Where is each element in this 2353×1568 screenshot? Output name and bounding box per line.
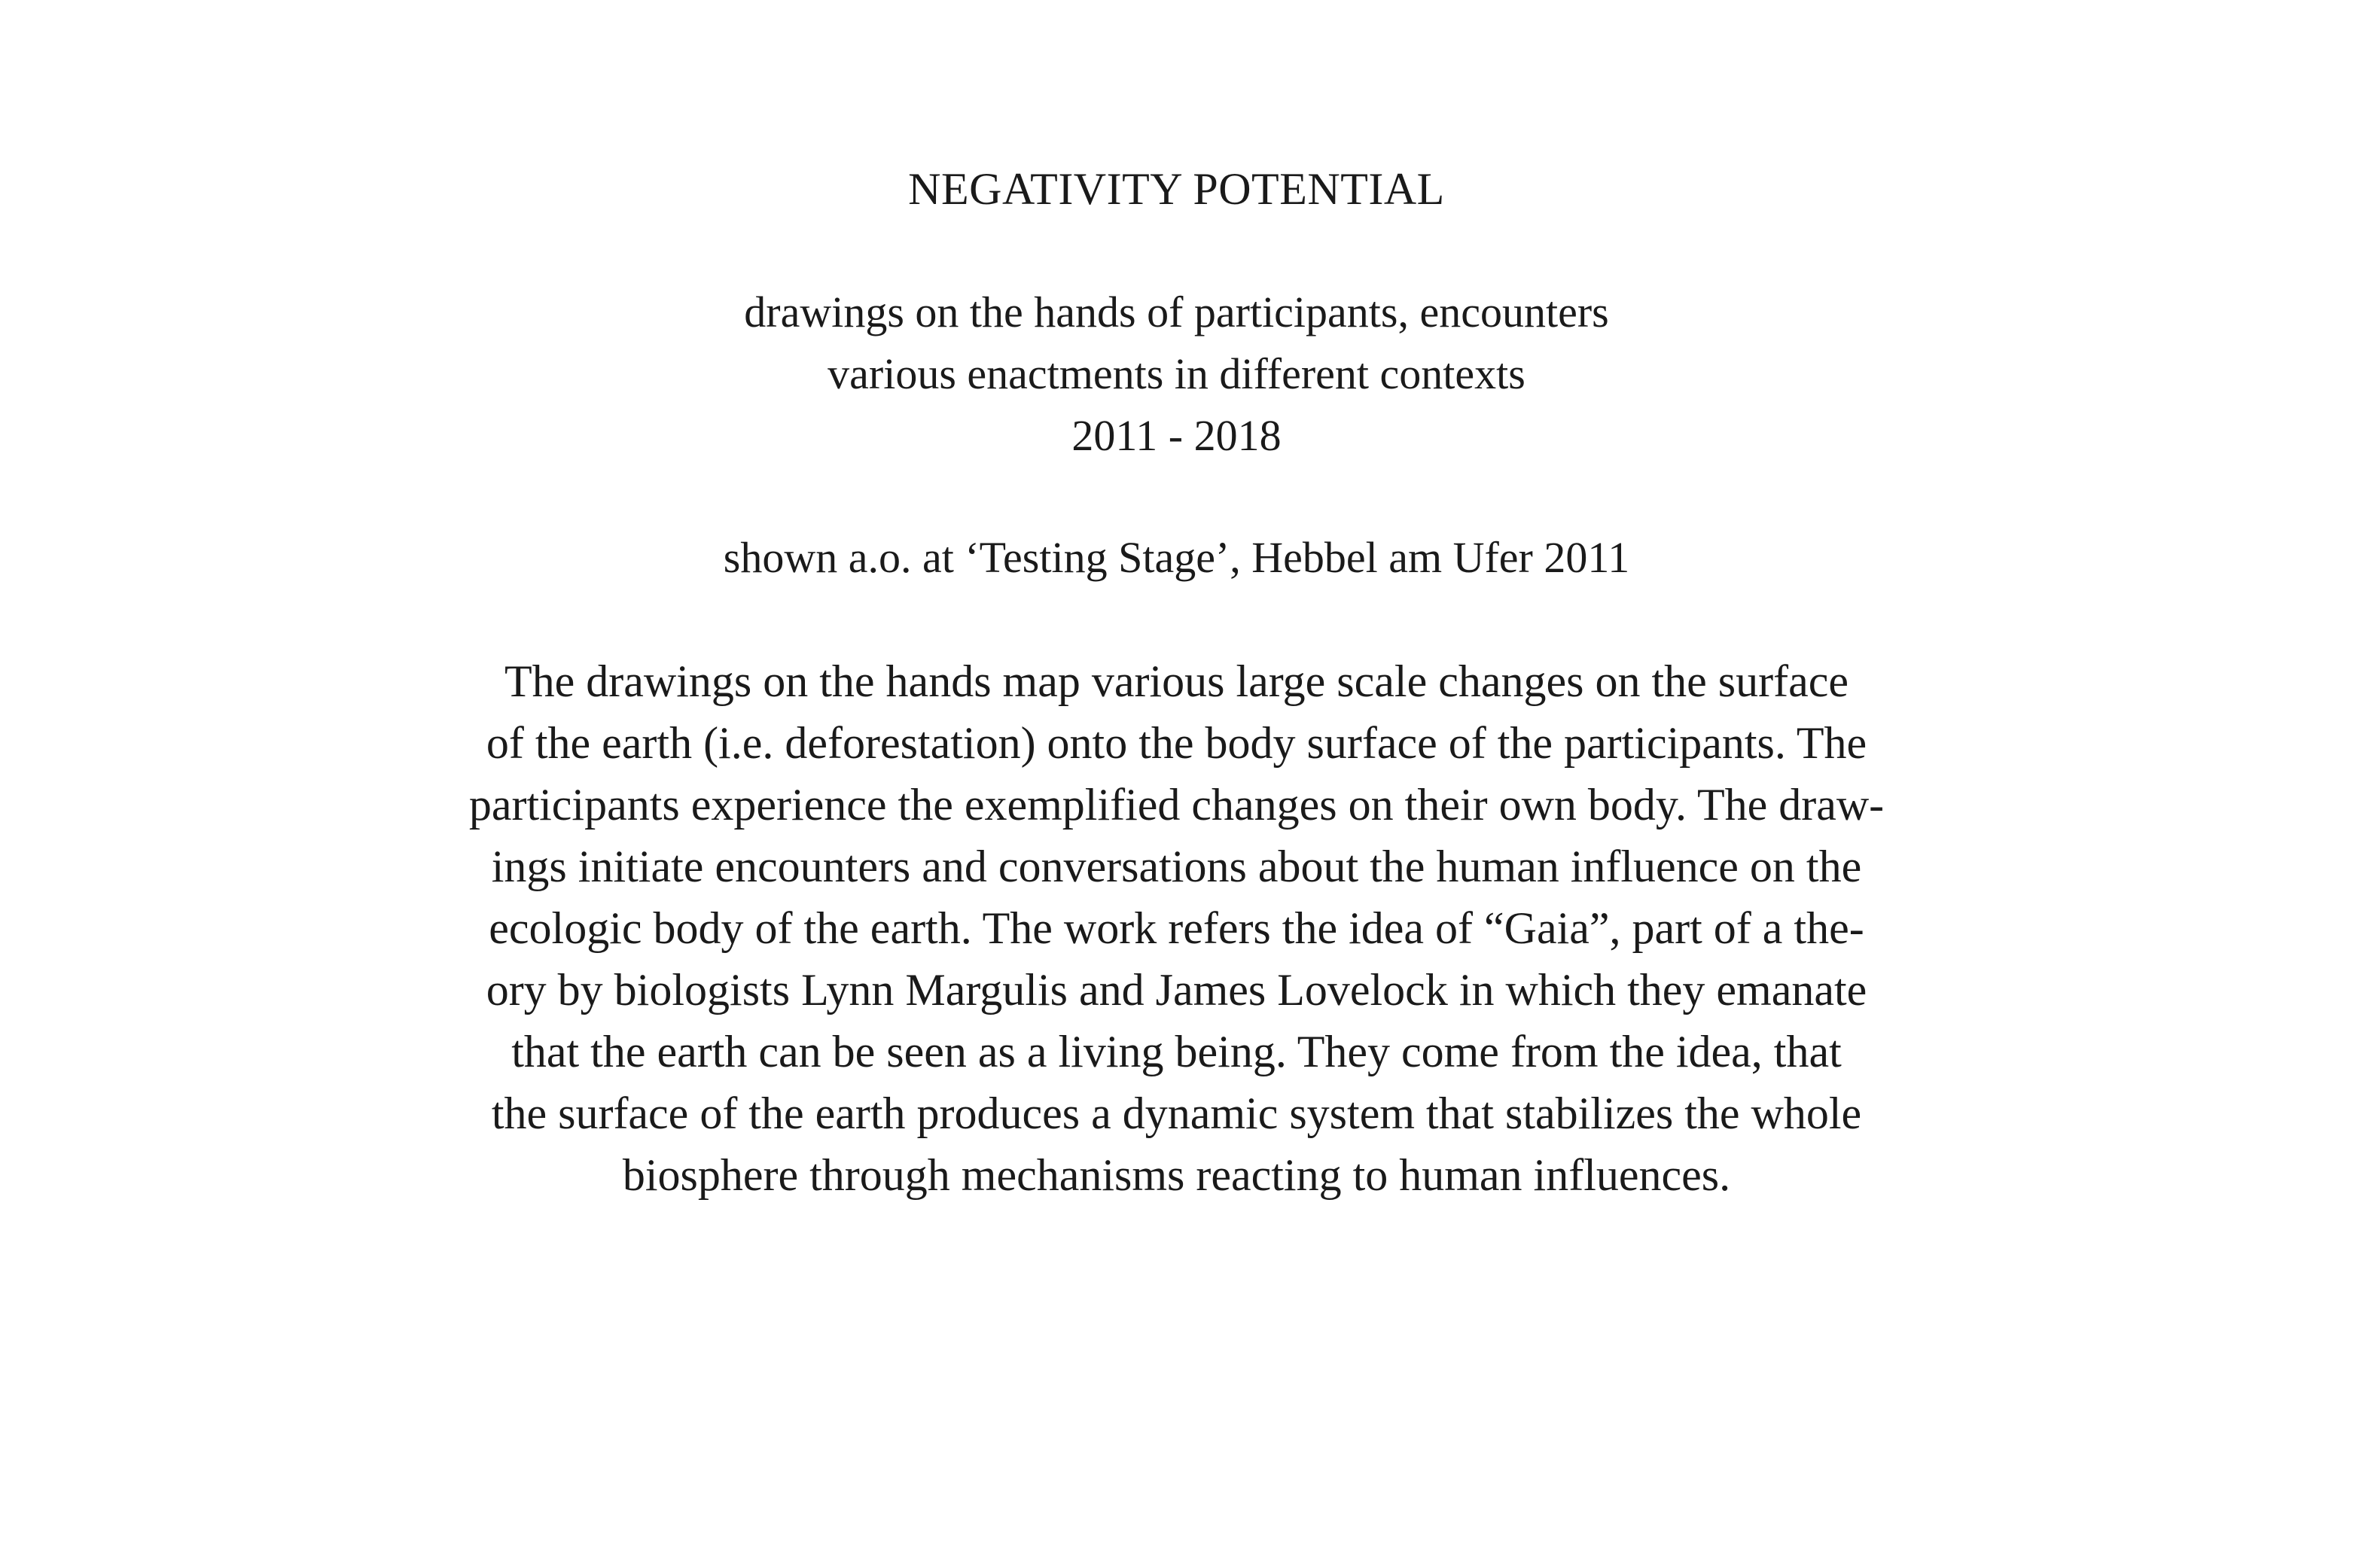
- description-line: that the earth can be seen as a living being. They come from the idea, that: [511, 1027, 1842, 1076]
- description-line: ings initiate encounters and conversations about the human influence on the: [491, 842, 1862, 891]
- description-line: biosphere through mechanisms reacting to human influences.: [622, 1150, 1731, 1200]
- description-line: of the earth (i.e. deforestation) onto the body surface of the participants. The: [486, 718, 1867, 768]
- exhibition-line: shown a.o. at ‘Testing Stage’, Hebbel am Ufer 2011: [723, 533, 1630, 582]
- description-line: The drawings on the hands map various large scale changes on the surface: [504, 656, 1849, 706]
- work-details: [0, 282, 2353, 467]
- description-line: participants experience the exemplified changes on their own body. The draw-: [468, 780, 1885, 830]
- work-context-line: various enactments in different contexts: [828, 349, 1525, 398]
- work-medium-line: drawings on the hands of participants, encounters: [744, 288, 1609, 336]
- description-line: ory by biologists Lynn Margulis and James Lovelock in which they emanate: [486, 965, 1867, 1015]
- work-years-line: 2011 - 2018: [1071, 411, 1282, 460]
- description-paragraph: [0, 650, 2353, 1206]
- description-line: the surface of the earth produces a dynamic system that stabilizes the whole: [491, 1088, 1862, 1138]
- document-title: NEGATIVITY POTENTIAL: [908, 164, 1445, 214]
- description-line: ecologic body of the earth. The work refers the idea of “Gaia”, part of a the-: [489, 903, 1864, 953]
